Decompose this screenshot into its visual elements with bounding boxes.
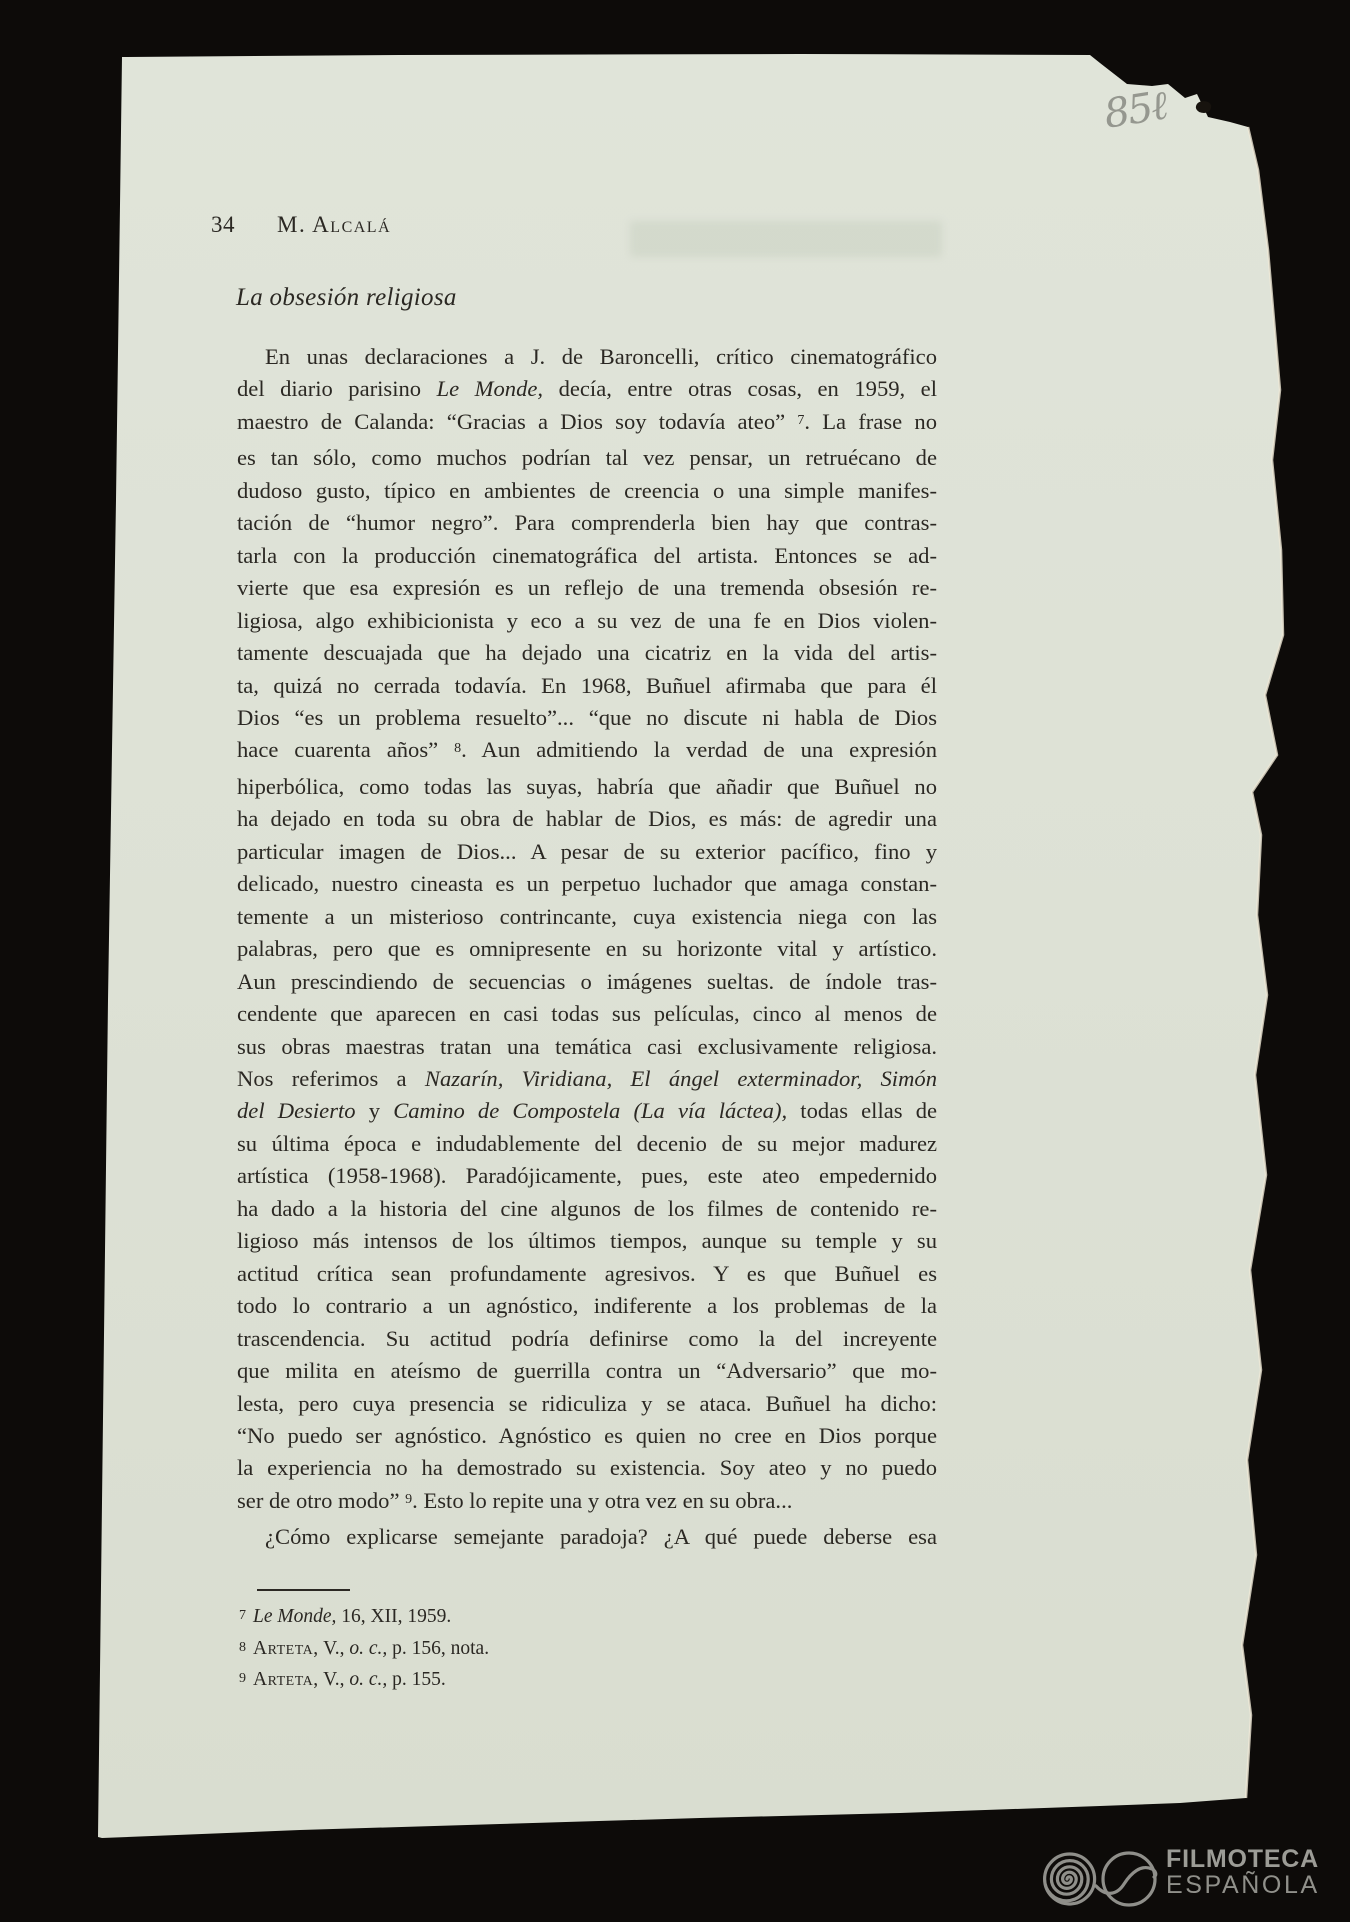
italic-text: del Desierto	[237, 1098, 356, 1124]
watermark-text	[1166, 1846, 1320, 1898]
body-text-line	[237, 1193, 937, 1225]
text-segment: Aun prescindiendo de secuencias o imágenes sueltas. de índole tras-	[237, 968, 937, 994]
text-segment: todo lo contrario a un agnóstico, indiferente a los problemas de la	[237, 1293, 937, 1319]
text-segment: tarla con la producción cinematográfica del artista. Entonces se ad-	[237, 542, 937, 568]
body-text-line	[237, 933, 937, 965]
body-text-line	[237, 1063, 937, 1095]
body-text-line	[237, 373, 937, 405]
body-text-line	[237, 1355, 937, 1387]
watermark-line1: FILMOTECA	[1166, 1845, 1320, 1873]
text-segment: p. 156, nota.	[387, 1637, 490, 1659]
superscript-ref: 9	[405, 1491, 413, 1507]
body-text-line	[237, 507, 937, 539]
body-text-line	[237, 341, 937, 373]
body-text-line	[237, 966, 937, 998]
body-text-line	[237, 1290, 937, 1322]
text-segment: lesta, pero cuya presencia se ridiculiza y se ataca. Buñuel ha dicho:	[237, 1390, 937, 1416]
text-segment: hace cuarenta años”	[237, 737, 455, 763]
body-text-line	[237, 670, 937, 702]
text-segment: del diario parisino	[237, 376, 437, 402]
filmoteca-watermark	[1040, 1842, 1350, 1917]
footnote-number: 7	[239, 1606, 247, 1623]
text-segment: ser de otro modo”	[237, 1487, 406, 1513]
text-segment: es tan sólo, como muchos podrían tal vez pensar, un retruécano de	[237, 445, 937, 471]
text-segment: palabras, pero que es omnipresente en su horizonte vital y artístico.	[237, 936, 937, 962]
body-text-line	[237, 734, 937, 770]
italic-text: o. c.,	[349, 1669, 388, 1691]
body-text-line	[237, 1323, 937, 1355]
text-segment: V.,	[318, 1637, 350, 1659]
body-text-line	[237, 1128, 937, 1160]
body-text-line	[237, 1095, 937, 1127]
body-text-line	[237, 1521, 937, 1553]
pencil-archive-number: 85ℓ	[1101, 82, 1170, 138]
text-segment: ligiosa, algo exhibicionista y eco a su vez de una fe en Dios violen-	[237, 607, 937, 633]
text-segment: que milita en ateísmo de guerrilla contra un “Adversario” que mo-	[237, 1358, 937, 1384]
text-segment: delicado, nuestro cineasta es un perpetuo luchador que amaga constan-	[237, 871, 937, 897]
body-text-line	[237, 1258, 937, 1290]
body-text-line	[237, 803, 937, 835]
text-segment: En unas declaraciones a J. de Baroncelli, crítico cinematográfico	[265, 344, 937, 369]
text-segment: hiperbólica, como todas las suyas, habría que añadir que Buñuel no	[237, 773, 937, 799]
footnote	[239, 1602, 799, 1634]
text-segment: ligioso más intensos de los últimos tiempos, aunque su temple y su	[237, 1228, 937, 1254]
footnote-number: 8	[239, 1638, 247, 1655]
page-number: 34	[211, 212, 235, 237]
body-text-line	[237, 901, 937, 933]
text-segment: 16, XII, 1959.	[336, 1606, 452, 1627]
watermark-line2: ESPAÑOLA	[1166, 1871, 1320, 1899]
section-title: La obsesión religiosa	[236, 284, 457, 311]
italic-text: Le Monde,	[253, 1606, 337, 1627]
text-segment: su última época e indudablemente del decenio de su mejor madurez	[237, 1130, 937, 1156]
body-text-line	[237, 605, 937, 637]
text-segment: artística (1958-1968). Paradójicamente, pues, este ateo empedernido	[237, 1163, 937, 1189]
body-text-line	[237, 475, 937, 507]
body-text-line	[237, 1388, 937, 1420]
body-text-line	[237, 702, 937, 734]
running-header	[211, 212, 391, 238]
text-segment: temente a un misterioso contrincante, cuya existencia niega con las	[237, 903, 937, 929]
footnote	[239, 1665, 799, 1697]
text-segment: dudoso gusto, típico en ambientes de creencia o una simple manifes-	[237, 477, 937, 503]
text-segment: la experiencia no ha demostrado su existencia. Soy ateo y no puedo	[237, 1455, 937, 1481]
body-text-line	[237, 771, 937, 803]
text-segment: tación de “humor negro”. Para comprenderla bien hay que contras-	[237, 510, 937, 536]
smallcaps-text: Arteta,	[253, 1669, 319, 1691]
text-segment: p. 155.	[387, 1669, 446, 1691]
text-segment: ta, quizá no cerrada todavía. En 1968, Buñuel afirmaba que para él	[237, 672, 937, 698]
smallcaps-text: Arteta,	[253, 1637, 319, 1659]
body-text-line	[237, 572, 937, 604]
text-segment: decía, entre otras cosas, en 1959, el	[543, 376, 937, 402]
text-segment: ha dado a la historia del cine algunos de los filmes de contenido re-	[237, 1195, 937, 1221]
footnote	[239, 1634, 799, 1666]
body-text-line	[237, 1485, 937, 1521]
superscript-ref: 8	[454, 741, 462, 757]
body-text-line	[237, 637, 937, 669]
text-segment: Dios “es un problema resuelto”... “que no discute ni habla de Dios	[237, 704, 937, 730]
text-segment: . La frase no	[804, 408, 937, 434]
text-segment: V.,	[318, 1669, 350, 1691]
text-segment: “No puedo ser agnóstico. Agnóstico es quien no cree en Dios porque	[237, 1422, 937, 1448]
body-text-line	[237, 1225, 937, 1257]
text-segment: actitud crítica sean profundamente agresivos. Y es que Buñuel es	[237, 1260, 937, 1286]
text-segment: ¿Cómo explicarse semejante paradoja? ¿A qué puede deberse esa	[265, 1524, 937, 1550]
text-segment: sus obras maestras tratan una temática casi exclusivamente religiosa.	[237, 1033, 937, 1059]
text-segment: maestro de Calanda: “Gracias a Dios soy todavía ateo”	[237, 408, 798, 434]
italic-text: o. c.,	[349, 1637, 388, 1659]
footnote-number: 9	[239, 1670, 247, 1687]
body-text-line	[237, 998, 937, 1030]
body-text-line	[237, 442, 937, 474]
text-segment: tamente descuajada que ha dejado una cicatriz en la vida del artis-	[237, 640, 937, 666]
superscript-ref: 7	[797, 412, 805, 428]
text-segment: y	[355, 1098, 394, 1124]
text-segment: . Aun admitiendo la verdad de una expresión	[461, 737, 937, 763]
body-text-line	[237, 1160, 937, 1192]
body-text-line	[237, 1420, 937, 1452]
text-segment: . Esto lo repite una y otra vez en su obra...	[412, 1487, 793, 1513]
footnote-list	[239, 1602, 799, 1697]
filmoteca-logo-icon	[1040, 1842, 1165, 1917]
running-header-author: M. Alcalá	[277, 212, 392, 237]
footnote-divider	[257, 1589, 350, 1591]
text-segment: Nos referimos a	[237, 1065, 425, 1091]
body-text-line	[237, 1452, 937, 1484]
text-segment: todas ellas de	[787, 1098, 938, 1124]
italic-text: Le Monde,	[436, 376, 544, 402]
text-segment: ha dejado en toda su obra de hablar de Dios, es más: de agredir una	[237, 806, 937, 832]
body-lines	[237, 341, 937, 1554]
italic-text: Nazarín, Viridiana, El ángel exterminador, Simón	[424, 1065, 937, 1091]
spiral-icon	[1045, 1854, 1095, 1904]
text-segment: particular imagen de Dios... A pesar de su exterior pacífico, fino y	[237, 838, 937, 864]
text-segment: cendente que aparecen en casi todas sus películas, cinco al menos de	[237, 1001, 937, 1027]
body-text-line	[237, 1031, 937, 1063]
italic-text: Camino de Compostela (La vía láctea),	[393, 1098, 788, 1124]
body-text-line	[237, 868, 937, 900]
body-text-line	[237, 540, 937, 572]
text-segment: vierte que esa expresión es un reflejo de una tremenda obsesión re-	[237, 575, 937, 601]
text-segment: trascendencia. Su actitud podría definirse como la del increyente	[237, 1325, 937, 1351]
body-text-line	[237, 836, 937, 868]
body-text-line	[237, 406, 937, 442]
